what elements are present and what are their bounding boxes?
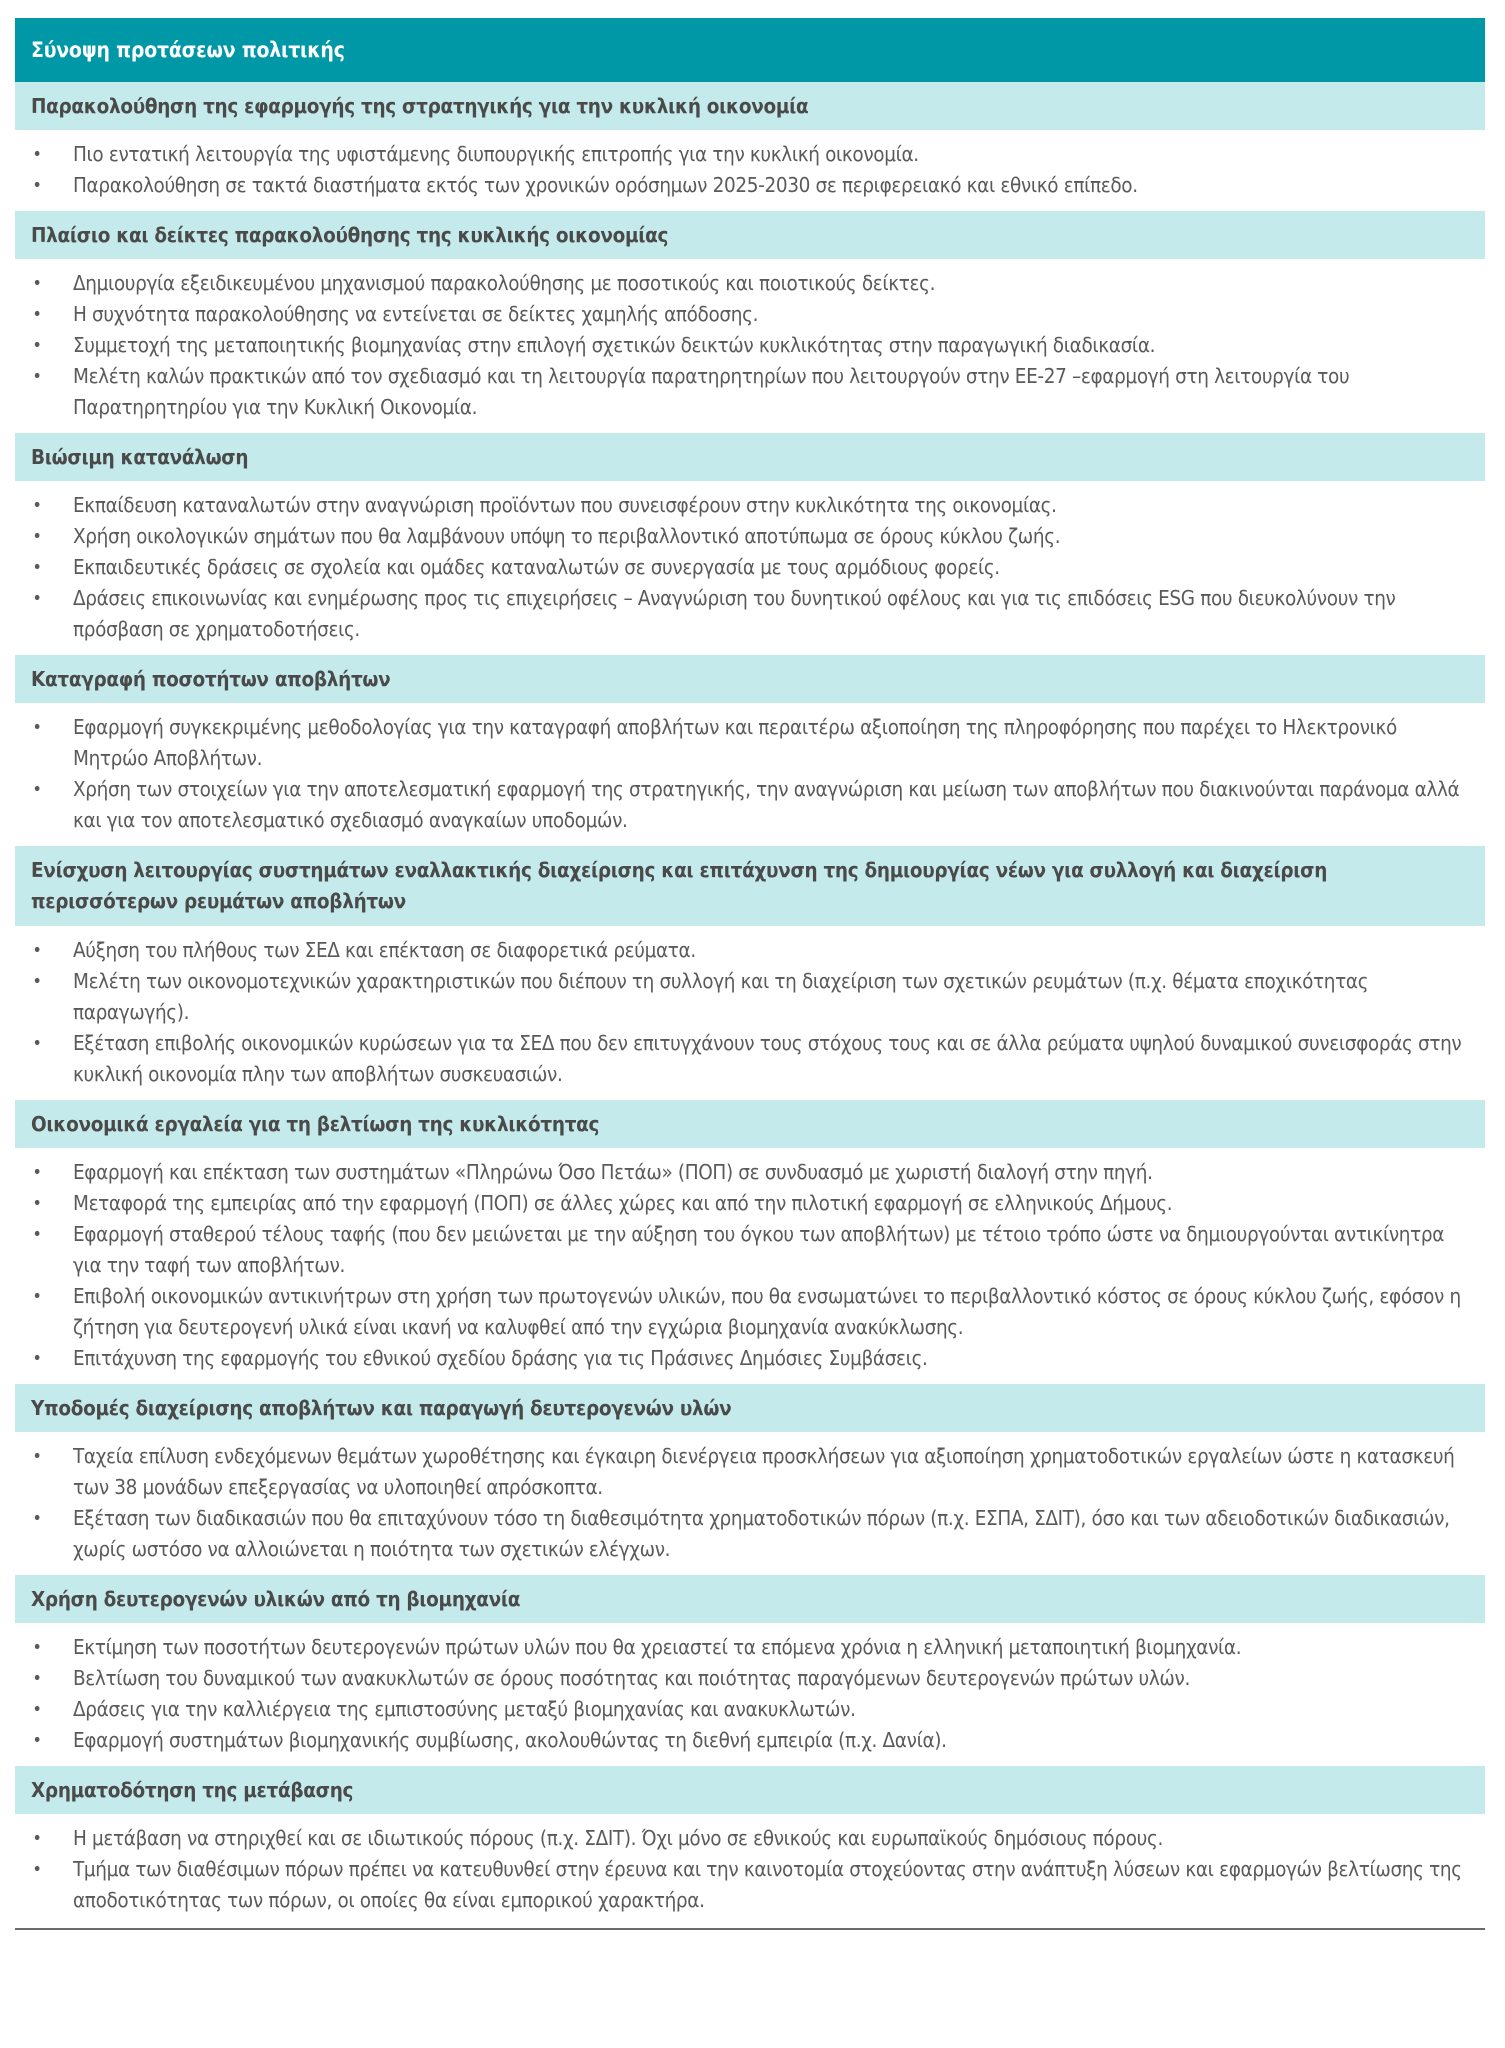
- list-item: [15, 361, 1471, 423]
- list-item-text: Εκτίμηση των ποσοτήτων δευτερογενών πρώτων υλών που θα χρειαστεί τα επόμενα χρόνια η ελληνική μεταποιητική βιομηχανία.: [73, 1635, 1242, 1659]
- list-item: [15, 1725, 1471, 1756]
- bullet-icon: •: [32, 1224, 42, 1245]
- bullet-icon: •: [32, 335, 42, 356]
- list-item-text: Δημιουργία εξειδικευμένου μηχανισμού παρακολούθησης με ποσοτικούς και ποιοτικούς δείκτες.: [73, 271, 936, 295]
- list-item-text: Εξέταση των διαδικασιών που θα επιταχύνουν τόσο τη διαθεσιμότητα χρηματοδοτικών πόρων (π.χ. ΕΣΠΑ, ΣΔΙΤ), όσο και των αδειοδοτικών διαδικασιών, χωρίς ωστόσο να αλλοιώνεται η ποιότητα των σχετικών ελέγχων.: [73, 1506, 1450, 1561]
- bullet-icon: •: [32, 175, 42, 196]
- list-item-text: Τμήμα των διαθέσιμων πόρων πρέπει να κατευθυνθεί στην έρευνα και την καινοτομία στοχεύοντας στην ανάπτυξη λύσεων και εφαρμογών βελτίωσης της αποδοτικότητας των πόρων, οι οποίες θα είναι εμπορικού χαρακτήρα.: [73, 1857, 1462, 1912]
- list-item: [15, 935, 1471, 966]
- bottom-divider: [15, 1928, 1485, 1930]
- bullet-icon: •: [32, 1446, 42, 1467]
- list-item-text: Χρήση των στοιχείων για την αποτελεσματική εφαρμογή της στρατηγικής, την αναγνώριση και μείωση των αποβλήτων που διακινούνται παράνομα αλλά και για τον αποτελεσματικό σχεδιασμό αναγκαίων υποδομών.: [73, 777, 1460, 832]
- section-heading: Καταγραφή ποσοτήτων αποβλήτων: [15, 655, 1485, 703]
- section-bullet-list: [15, 703, 1485, 846]
- bullet-icon: •: [32, 588, 42, 609]
- bullet-icon: •: [32, 1730, 42, 1751]
- list-item-text: Μελέτη των οικονομοτεχνικών χαρακτηριστικών που διέπουν τη συλλογή και τη διαχείριση των σχετικών ρευμάτων (π.χ. θέματα εποχικότητας παραγωγής).: [73, 969, 1369, 1024]
- list-item: [15, 774, 1471, 836]
- table-title: Σύνοψη προτάσεων πολιτικής: [15, 18, 1485, 82]
- bullet-icon: •: [32, 971, 42, 992]
- list-item: [15, 1663, 1471, 1694]
- list-item: [15, 1632, 1471, 1663]
- list-item-text: Δράσεις για την καλλιέργεια της εμπιστοσύνης μεταξύ βιομηχανίας και ανακυκλωτών.: [73, 1697, 856, 1721]
- bullet-icon: •: [32, 717, 42, 738]
- section-bullet-list: [15, 481, 1485, 655]
- bullet-icon: •: [32, 1162, 42, 1183]
- section-bullet-list: [15, 130, 1485, 211]
- list-item: [15, 1028, 1471, 1090]
- section-heading: Χρηματοδότηση της μετάβασης: [15, 1766, 1485, 1814]
- list-item: [15, 139, 1471, 170]
- bullet-icon: •: [32, 1699, 42, 1720]
- list-item-text: Εφαρμογή σταθερού τέλους ταφής (που δεν μειώνεται με την αύξηση του όγκου των αποβλήτων) με τέτοιο τρόπο ώστε να δημιουργούνται αντικίνητρα για την ταφή των αποβλήτων.: [73, 1222, 1445, 1277]
- list-item: [15, 1219, 1471, 1281]
- bullet-icon: •: [32, 366, 42, 387]
- list-item-text: Συμμετοχή της μεταποιητικής βιομηχανίας στην επιλογή σχετικών δεικτών κυκλικότητας στην παραγωγική διαδικασία.: [73, 333, 1156, 357]
- list-item-text: Εφαρμογή συγκεκριμένης μεθοδολογίας για την καταγραφή αποβλήτων και περαιτέρω αξιοποίηση της πληροφόρησης που παρέχει το Ηλεκτρονικό Μητρώο Αποβλήτων.: [73, 715, 1397, 770]
- list-item: [15, 330, 1471, 361]
- list-item: [15, 170, 1471, 201]
- list-item-text: Επιτάχυνση της εφαρμογής του εθνικού σχεδίου δράσης για τις Πράσινες Δημόσιες Συμβάσεις.: [73, 1346, 928, 1370]
- bullet-icon: •: [32, 1286, 42, 1307]
- list-item-text: Παρακολούθηση σε τακτά διαστήματα εκτός των χρονικών ορόσημων 2025-2030 σε περιφερειακό και εθνικό επίπεδο.: [73, 173, 1138, 197]
- list-item-text: Εξέταση επιβολής οικονομικών κυρώσεων για τα ΣΕΔ που δεν επιτυγχάνουν τους στόχους τους και σε άλλα ρεύματα υψηλού δυναμικού συνεισφοράς στην κυκλική οικονομία πλην των αποβλήτων συσκευασιών.: [73, 1031, 1462, 1086]
- list-item-text: Βελτίωση του δυναμικού των ανακυκλωτών σε όρους ποσότητας και ποιότητας παραγόμενων δευτερογενών πρώτων υλών.: [73, 1666, 1190, 1690]
- list-item-text: Εκπαιδευτικές δράσεις σε σχολεία και ομάδες καταναλωτών σε συνεργασία με τους αρμόδιους φορείς.: [73, 555, 1000, 579]
- list-item: [15, 1157, 1471, 1188]
- list-item: [15, 1343, 1471, 1374]
- bullet-icon: •: [32, 1637, 42, 1658]
- list-item: [15, 268, 1471, 299]
- list-item: [15, 1503, 1471, 1565]
- bullet-icon: •: [32, 1193, 42, 1214]
- bullet-icon: •: [32, 1033, 42, 1054]
- section-bullet-list: [15, 1814, 1485, 1926]
- section-bullet-list: [15, 926, 1485, 1100]
- bullet-icon: •: [32, 526, 42, 547]
- list-item-text: Εφαρμογή συστημάτων βιομηχανικής συμβίωσης, ακολουθώντας τη διεθνή εμπειρία (π.χ. Δανία).: [73, 1728, 947, 1752]
- list-item-text: Επιβολή οικονομικών αντικινήτρων στη χρήση των πρωτογενών υλικών, που θα ενσωματώνει το περιβαλλοντικό κόστος σε όρους κύκλου ζωής, εφόσον η ζήτηση για δευτερογενή υλικά είναι ικανή να καλυφθεί από την εγχώρια βιομηχανία ανακύκλωσης.: [73, 1284, 1461, 1339]
- section-heading: Υποδομές διαχείρισης αποβλήτων και παραγωγή δευτερογενών υλών: [15, 1384, 1485, 1432]
- list-item-text: Εκπαίδευση καταναλωτών στην αναγνώριση προϊόντων που συνεισφέρουν στην κυκλικότητα της οικονομίας.: [73, 493, 1057, 517]
- list-item-text: Χρήση οικολογικών σημάτων που θα λαμβάνουν υπόψη το περιβαλλοντικό αποτύπωμα σε όρους κύκλου ζωής.: [73, 524, 1061, 548]
- list-item: [15, 490, 1471, 521]
- list-item-text: Μεταφορά της εμπειρίας από την εφαρμογή (ΠΟΠ) σε άλλες χώρες και από την πιλοτική εφαρμογή σε ελληνικούς Δήμους.: [73, 1191, 1173, 1215]
- bullet-icon: •: [32, 1859, 42, 1880]
- bullet-icon: •: [32, 1668, 42, 1689]
- list-item: [15, 299, 1471, 330]
- section-heading: Χρήση δευτερογενών υλικών από τη βιομηχανία: [15, 1575, 1485, 1623]
- list-item-text: Αύξηση του πλήθους των ΣΕΔ και επέκταση σε διαφορετικά ρεύματα.: [73, 938, 696, 962]
- section-bullet-list: [15, 1148, 1485, 1384]
- bullet-icon: •: [32, 304, 42, 325]
- bullet-icon: •: [32, 144, 42, 165]
- section-heading: Παρακολούθηση της εφαρμογής της στρατηγικής για την κυκλική οικονομία: [15, 82, 1485, 130]
- list-item-text: Μελέτη καλών πρακτικών από τον σχεδιασμό και τη λειτουργία παρατηρητηρίων που λειτουργούν στην ΕΕ-27 –εφαρμογή στη λειτουργία του Παρατηρητηρίου για την Κυκλική Οικονομία.: [73, 364, 1350, 419]
- bullet-icon: •: [32, 1348, 42, 1369]
- list-item: [15, 1854, 1471, 1916]
- section-heading: Βιώσιμη κατανάλωση: [15, 433, 1485, 481]
- section-bullet-list: [15, 1623, 1485, 1766]
- list-item: [15, 1694, 1471, 1725]
- list-item: [15, 1281, 1471, 1343]
- bullet-icon: •: [32, 1508, 42, 1529]
- list-item-text: Δράσεις επικοινωνίας και ενημέρωσης προς τις επιχειρήσεις – Αναγνώριση του δυνητικού οφέλους και για τις επιδόσεις ESG που διευκολύνουν την πρόσβαση σε χρηματοδοτήσεις.: [73, 586, 1396, 641]
- bullet-icon: •: [32, 779, 42, 800]
- bullet-icon: •: [32, 557, 42, 578]
- section-bullet-list: [15, 1432, 1485, 1575]
- section-heading: Ενίσχυση λειτουργίας συστημάτων εναλλακτικής διαχείρισης και επιτάχυνση της δημιουργίας νέων για συλλογή και διαχείριση περισσότερων ρευμάτων αποβλήτων: [15, 846, 1485, 926]
- policy-summary-table: [15, 18, 1485, 1930]
- list-item: [15, 1441, 1471, 1503]
- list-item-text: Εφαρμογή και επέκταση των συστημάτων «Πληρώνω Όσο Πετάω» (ΠΟΠ) σε συνδυασμό με χωριστή διαλογή στην πηγή.: [73, 1160, 1153, 1184]
- list-item: [15, 1188, 1471, 1219]
- list-item: [15, 1823, 1471, 1854]
- section-heading: Οικονομικά εργαλεία για τη βελτίωση της κυκλικότητας: [15, 1100, 1485, 1148]
- list-item-text: Ταχεία επίλυση ενδεχόμενων θεμάτων χωροθέτησης και έγκαιρη διενέργεια προσκλήσεων για αξιοποίηση χρηματοδοτικών εργαλείων ώστε η κατασκευή των 38 μονάδων επεξεργασίας να υλοποιηθεί απρόσκοπτα.: [73, 1444, 1455, 1499]
- bullet-icon: •: [32, 1828, 42, 1849]
- bullet-icon: •: [32, 940, 42, 961]
- list-item-text: Η συχνότητα παρακολούθησης να εντείνεται σε δείκτες χαμηλής απόδοσης.: [73, 302, 759, 326]
- list-item: [15, 966, 1471, 1028]
- list-item-text: Πιο εντατική λειτουργία της υφιστάμενης διυπουργικής επιτροπής για την κυκλική οικονομία.: [73, 142, 919, 166]
- list-item-text: Η μετάβαση να στηριχθεί και σε ιδιωτικούς πόρους (π.χ. ΣΔΙΤ). Όχι μόνο σε εθνικούς και ευρωπαϊκούς δημόσιους πόρους.: [73, 1826, 1163, 1850]
- bullet-icon: •: [32, 495, 42, 516]
- list-item: [15, 712, 1471, 774]
- section-heading: Πλαίσιο και δείκτες παρακολούθησης της κυκλικής οικονομίας: [15, 211, 1485, 259]
- list-item: [15, 552, 1471, 583]
- bullet-icon: •: [32, 273, 42, 294]
- section-bullet-list: [15, 259, 1485, 433]
- list-item: [15, 583, 1471, 645]
- list-item: [15, 521, 1471, 552]
